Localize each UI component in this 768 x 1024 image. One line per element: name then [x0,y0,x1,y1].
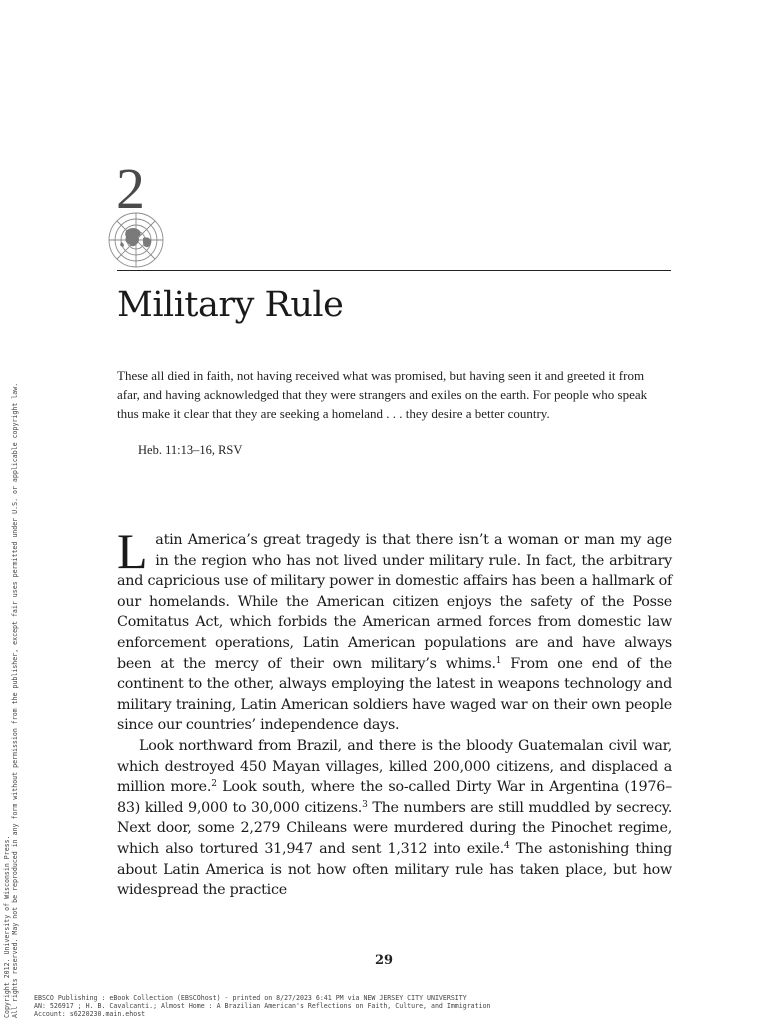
footnote-ref[interactable]: 3 [362,799,368,810]
globe-ornament-icon [103,210,169,270]
page-number: 29 [374,953,394,968]
paragraph-1: Latin America’s great tragedy is that there isn’t a woman or man my age in the region who has not lived under military rule. In fact, the arbitrary and capricious use of military power in domestic affairs has been a hallmark of our homelands. While the American citizen enjoys the safety of the Posse Comitatus Act, which forbids the American armed forces from domestic law enforcement operations, Latin American populations are and have always been at the mercy of their own military’s whims.$^1$ From one end of the continent to the other, always employing the latest in weapons technology and military training, Latin American soldiers have waged war on their own people since our countries’ independence days. [117,523,672,734]
ebsco-footer: EBSCO Publishing : eBook Collection (EBSCOhost) - printed on 8/27/2023 6:41 PM via NEW JERSEY CITY UNIVERSITY AN: 526917 ; H. B. Cavalcanti.; Almost Home : A Brazilian American's Reflections on Faith, Culture, and Immigration Account: s6220230.main.ehost [34,994,491,1018]
footnote-ref[interactable]: 2 [211,779,217,790]
epigraph-source: Heb. 11:13–16, RSV [138,443,243,457]
body-text [117,523,672,901]
title-divider [117,270,671,271]
footnote-ref[interactable]: 4 [503,840,510,851]
epigraph-text: These all died in faith, not having received what was promised, but having seen it and greeted it from afar, and having acknowledged that they were strangers and exiles on the earth. For people who speak thus make it clear that they are seeking a homeland . . . they desire a better country. [117,368,648,422]
side-copyright-notice: Copyright 2012. University of Wisconsin Press. All rights reserved. May not be reproduced in any form without permission from the publisher, except fair uses permitted under U.S. or applicable copyright law. [3,382,19,1018]
footnote-ref[interactable]: 1 [495,655,502,666]
drop-cap: L [117,523,148,579]
chapter-number: 2 [116,156,145,221]
paragraph-2: Look northward from Brazil, and there is the bloody Guatemalan civil war, which destroyed 450 Mayan villages, killed 200,000 citizens, and displaced a million more.$^2$ Look south, where the so-called Dirty War in Argentina (1976–83) killed 9,000 to 30,000 citizens.$^3$ The numbers are still muddled by secrecy. Next door, some 2,279 Chileans were murdered during the Pinochet regime, which also tortured 31,947 and sent 1,312 into exile.$^4$ The astonishing thing about Latin America is not how often military rule has taken place, but how widespread the practice [117,737,672,899]
chapter-title: Military Rule [117,285,344,325]
